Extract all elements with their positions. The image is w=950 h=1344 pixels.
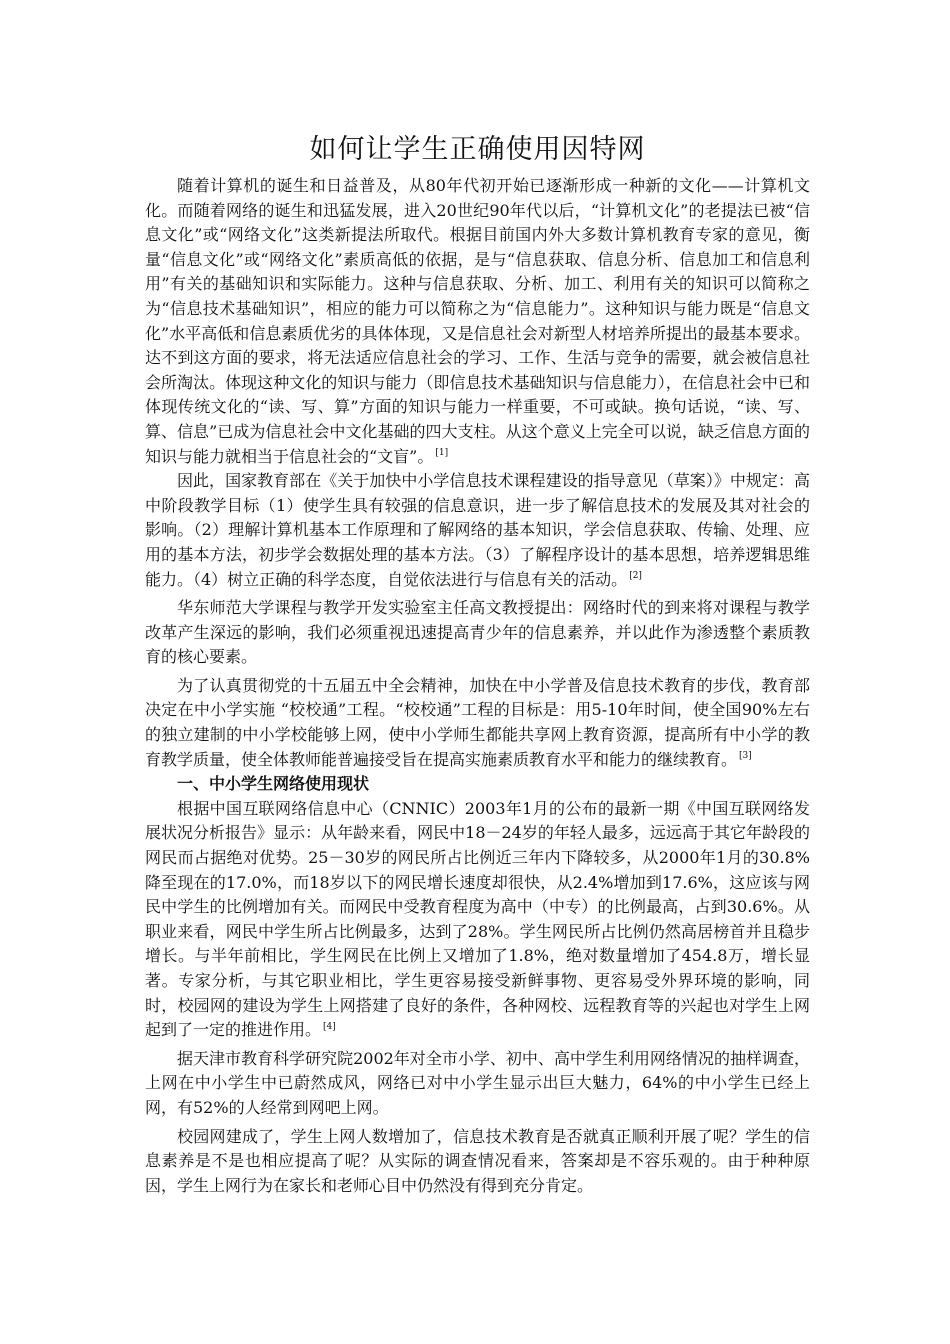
paragraph-1-text: 随着计算机的诞生和日益普及，从80年代初开始已逐渐形成一种新的文化——计算机文化。而随着网络的诞生和迅猛发展，进入20世纪90年代以后，“计算机文化”的老提法已被“信息文化”或“网络文化”这类新提法所取代。根据目前国内外大多数计算机教育专家的意见，衡量“信息文化”或“网络文化”素质高低的依据，是与“信息获取、信息分析、信息加工和信息利用”有关的基础知识和实际能力。这种与信息获取、分析、加工、利用有关的知识可以简称之为“信息技术基础知识”，相应的能力可以简称之为“信息能力”。这种知识与能力既是“信息文化”水平高低和信息素质优劣的具体体现，又是信息社会对新型人材培养所提出的最基本要求。达不到这方面的要求，将无法适应信息社会的学习、工作、生活与竞争的需要，就会被信息社会所淘汰。体现这种文化的知识与能力（即信息技术基础知识与信息能力），在信息社会中已和体现传统文化的“读、写、算”方面的知识与能力一样重要，不可或缺。换句话说，“读、写、算、信息”已成为信息社会中文化基础的四大支柱。从这个意义上完全可以说，缺乏信息方面的知识与能力就相当于信息社会的“文盲”。 [145, 176, 810, 466]
paragraph-5 [145, 797, 810, 1043]
paragraph-6 [145, 1047, 810, 1121]
paragraph-2-text: 因此，国家教育部在《关于加快中小学信息技术课程建设的指导意见（草案）》中规定：高中阶段教学目标（1）使学生具有较强的信息意识，进一步了解信息技术的发展及其对社会的影响。（2）理解计算机基本工作原理和了解网络的基本知识，学会信息获取、传输、处理、应用的基本方法，初步学会数据处理的基本方法。（3）了解程序设计的基本思想，培养逻辑思维能力。（4）树立正确的科学态度，自觉依法进行与信息有关的活动。 [145, 471, 810, 589]
citation-ref-3: [3] [739, 751, 752, 762]
paragraph-7-text: 校园网建成了，学生上网人数增加了，信息技术教育是否就真正顺利开展了呢？学生的信息素养是不是也相应提高了呢？从实际的调查情况看来，答案却是不容乐观的。由于种种原因，学生上网行为在家长和老师心目中仍然没有得到充分肯定。 [145, 1126, 810, 1195]
paragraph-7 [145, 1125, 810, 1199]
citation-ref-1: [1] [435, 448, 449, 459]
paragraph-4-text: 为了认真贯彻党的十五届五中全会精神，加快在中小学普及信息技术教育的步伐，教育部决定在中小学实施 “校校通”工程。“校校通”工程的目标是：用5-10年时间，使全国90%左右的独立建制的中小学校能够上网，使中小学师生都能共享网上教育资源，提高所有中小学的教育教学质量，使全体教师能普遍接受旨在提高实施素质教育水平和能力的继续教育。 [145, 675, 810, 769]
citation-ref-2: [2] [629, 571, 642, 582]
section-heading-1: 一、中小学生网络使用现状 [177, 774, 370, 794]
paragraph-4 [145, 674, 810, 772]
document-title: 如何让学生正确使用因特网 [309, 134, 646, 165]
citation-ref-4: [4] [323, 1021, 336, 1032]
paragraph-3 [145, 596, 810, 670]
paragraph-1 [145, 174, 810, 469]
paragraph-2 [145, 469, 810, 592]
paragraph-6-text: 据天津市教育科学研究院2002年对全市小学、初中、高中学生利用网络情况的抽样调查，上网在中小学生中已蔚然成风，网络已对中小学生显示出巨大魅力，64%的中小学生已经上网，有52%的人经常到网吧上网。 [145, 1048, 810, 1117]
document-page [145, 126, 810, 1198]
paragraph-5-text: 根据中国互联网络信息中心（CNNIC）2003年1月的公布的最新一期《中国互联网络发展状况分析报告》显示：从年龄来看，网民中18－24岁的年轻人最多，远远高于其它年龄段的网民而占据绝对优势。25－30岁的网民所占比例近三年内下降较多，从2000年1月的30.8%降至现在的17.0%，而18岁以下的网民增长速度却很快，从2.4%增加到17.6%，这应该与网民中学生的比例增加有关。而网民中受教育程度为高中（中专）的比例最高，占到30.6%。从职业来看，网民中学生所占比例最多，达到了28%。学生网民所占比例仍然高居榜首并且稳步增长。与半年前相比，学生网民在比例上又增加了1.8%，绝对数量增加了454.8万，增长显著。专家分析，与其它职业相比，学生更容易接受新鲜事物、更容易受外界环境的影响，同时，校园网的建设为学生上网搭建了良好的条件，各种网校、远程教育等的兴起也对学生上网起到了一定的推进作用。 [145, 798, 810, 1040]
paragraph-3-text: 华东师范大学课程与教学开发实验室主任高文教授提出：网络时代的到来将对课程与教学改革产生深远的影响，我们必须重视迅速提高青少年的信息素养，并以此作为渗透整个素质教育的核心要素。 [145, 598, 810, 667]
